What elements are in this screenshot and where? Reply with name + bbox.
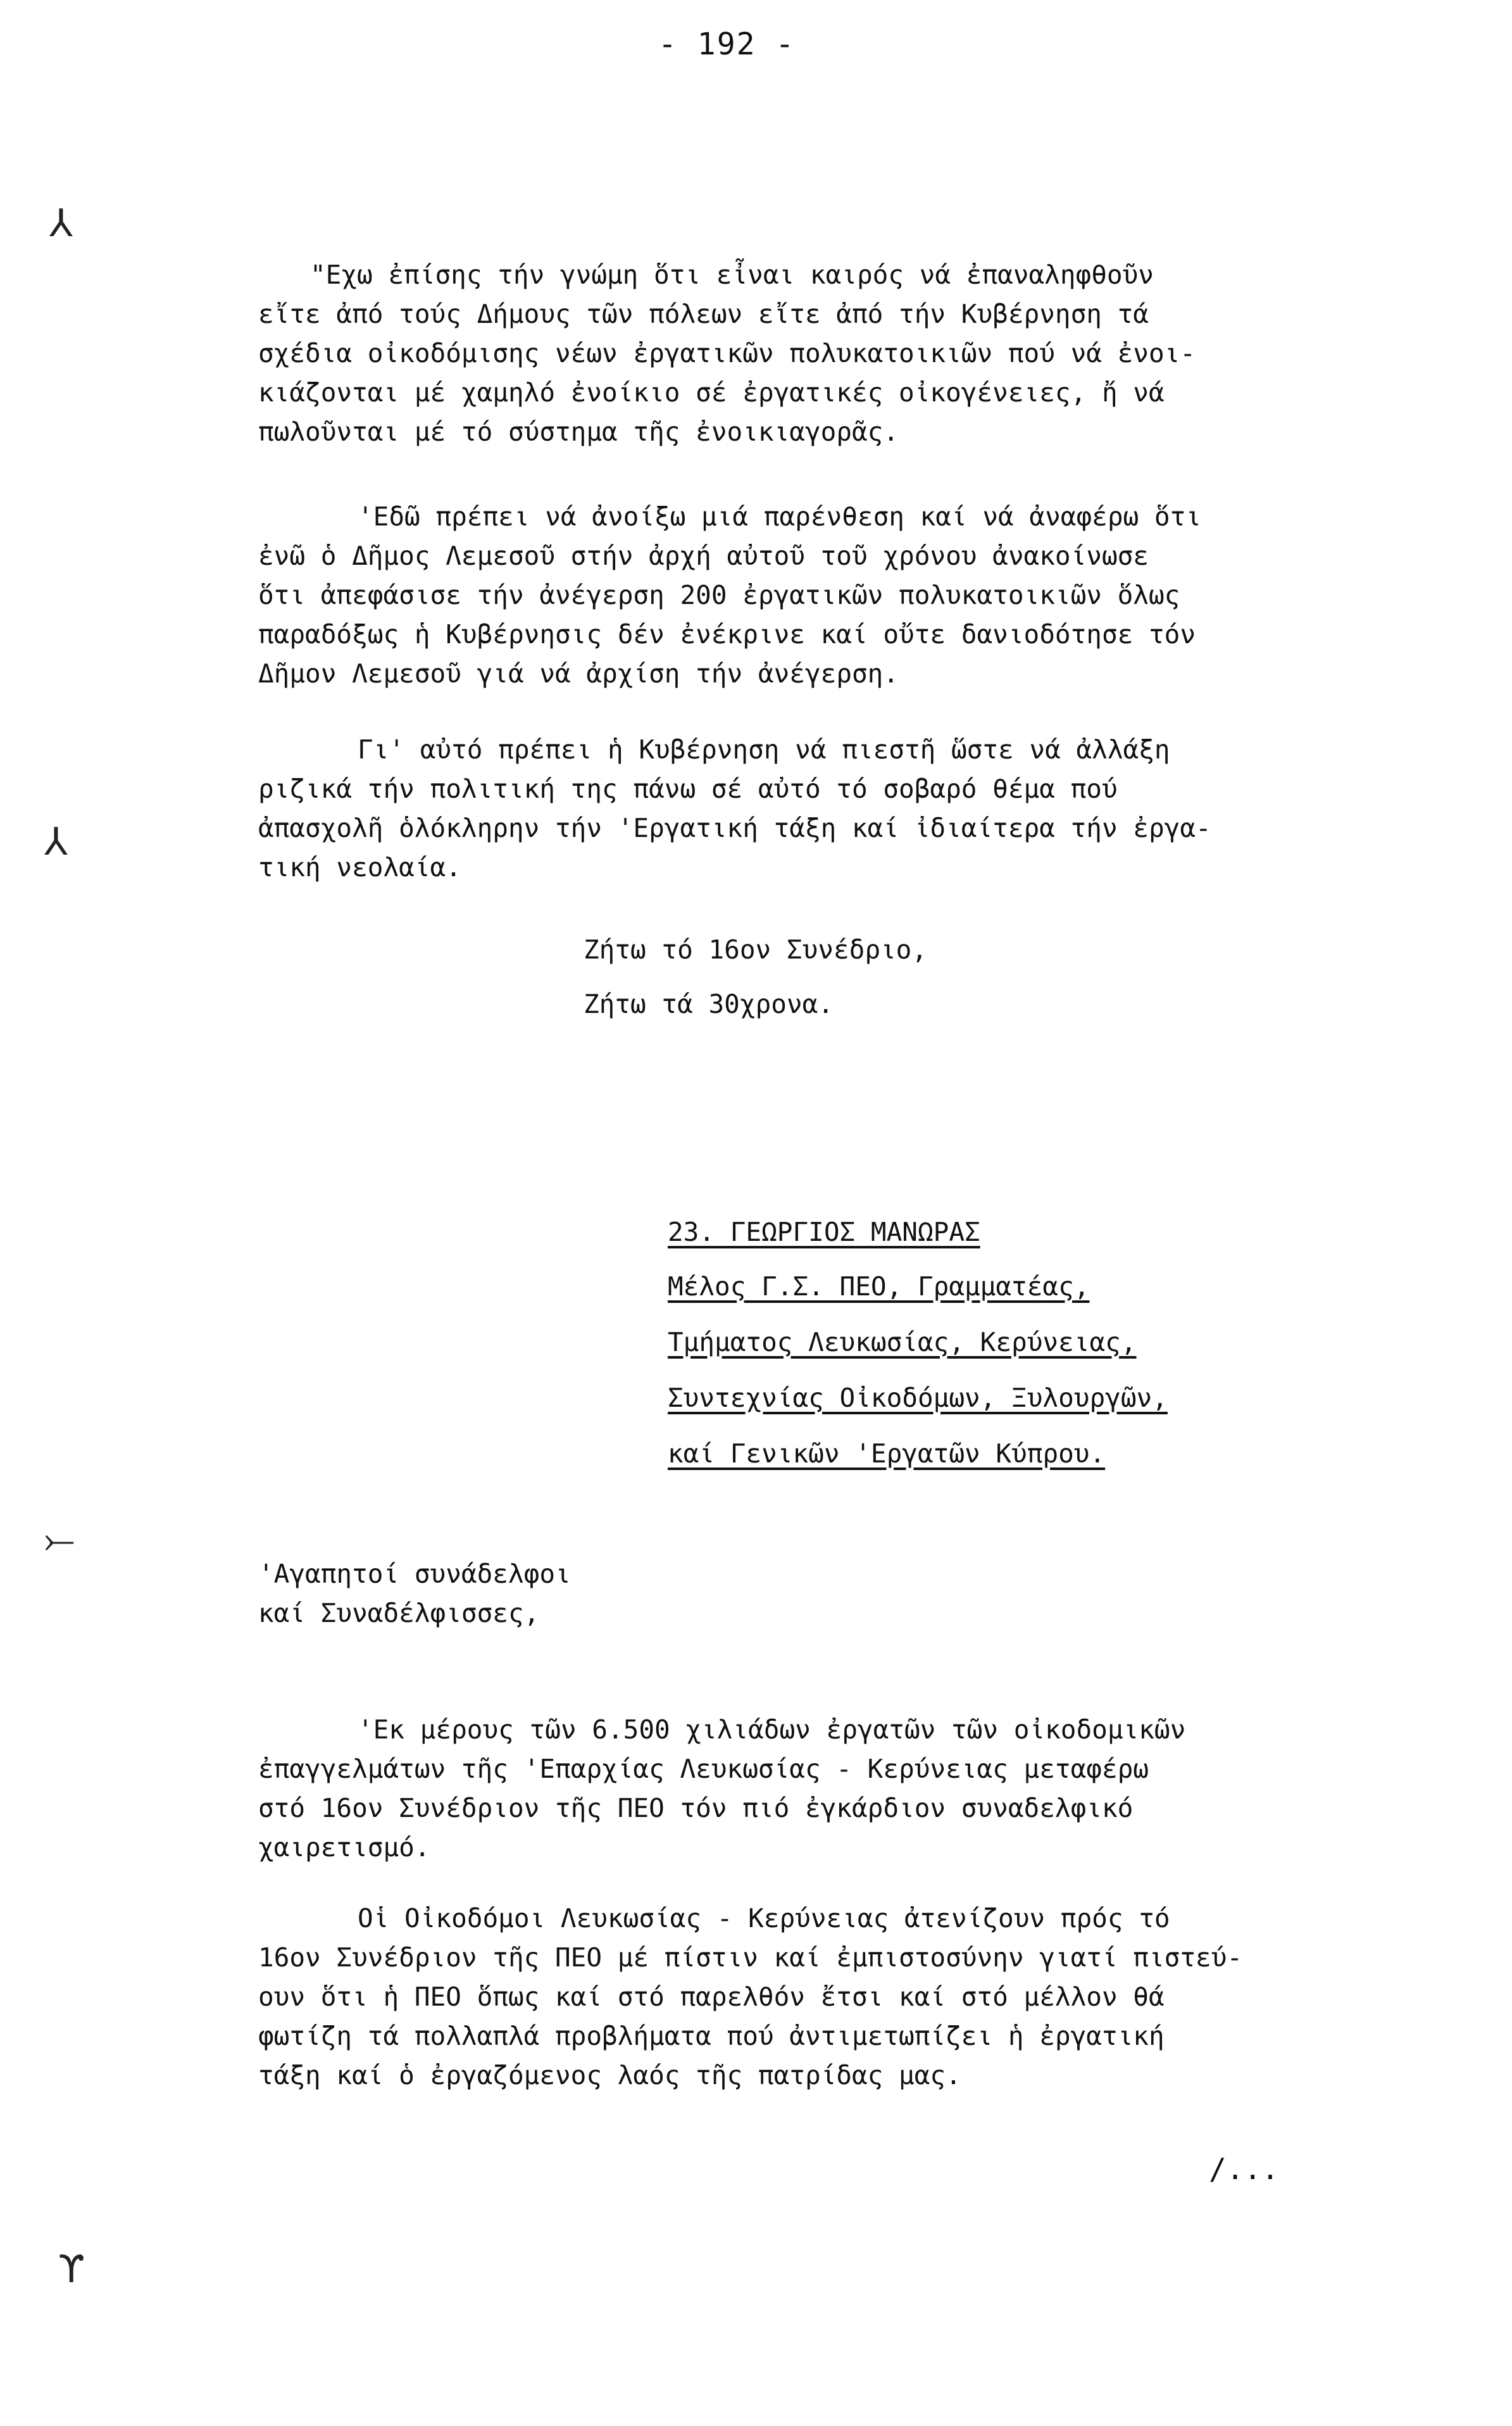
signature-title: Τμήματος Λευκωσίας, Κερύνειας, [668,1327,1137,1357]
text-line: παραδόξως ἡ Κυβέρνησις δέν ἐνέκρινε καί οὔτε δανιοδότησε τόν [258,619,1196,650]
text-line: τική νεολαία. [258,852,461,883]
margin-mark-3: ⤚ [44,1518,75,1562]
text-line: τάξη καί ὁ ἐργαζόμενος λαός τῆς πατρίδας μας. [258,2060,961,2090]
margin-mark-2: ⅄ [44,820,68,864]
signature-title: Συντεχνίας Οἰκοδόμων, Ξυλουργῶν, [668,1383,1168,1413]
slogan-line: Ζήτω τά 30χρονα. [584,989,834,1019]
page-number: - 192 - [658,27,796,62]
margin-mark-4: ϒ [58,2247,85,2292]
text-line: ἀπασχολῆ ὁλόκληρην τήν 'Εργατική τάξη καί ἰδιαίτερα τήν ἐργα- [258,813,1211,843]
text-line: πωλοῦνται μέ τό σύστημα τῆς ἐνοικιαγορᾶς. [258,417,899,447]
greeting-line: καί Συναδέλφισσες, [258,1598,540,1628]
text-line: σχέδια οἰκοδόμισης νέων ἐργατικῶν πολυκατοικιῶν πού νά ἐνοι- [258,338,1196,368]
text-line: 'Εκ μέρους τῶν 6.500 χιλιάδων ἐργατῶν τῶν οἰκοδομικῶν [358,1714,1186,1745]
signature-title: καί Γενικῶν 'Εργατῶν Κύπρου. [668,1438,1106,1469]
signature-title: Μέλος Γ.Σ. ΠΕΟ, Γραμματέας, [668,1271,1090,1302]
text-line: Οἱ Οἰκοδόμοι Λευκωσίας - Κερύνειας ἀτενίζουν πρός τό [358,1903,1170,1933]
text-line: στό 16ον Συνέδριον τῆς ΠΕΟ τόν πιό ἐγκάρδιον συναδελφικό [258,1793,1134,1823]
margin-mark-1: ⅄ [49,201,73,246]
text-line: ουν ὅτι ἡ ΠΕΟ ὅπως καί στό παρελθόν ἔτσι καί στό μέλλον θά [258,1982,1165,2012]
text-line: "Εχω ἐπίσης τήν γνώμη ὅτι εἶναι καιρός νά ἐπαναληφθοῦν [310,260,1154,290]
text-line: ριζικά τήν πολιτική της πάνω σέ αὐτό τό σοβαρό θέμα πού [258,774,1118,804]
continuation-mark: /... [1209,2152,1279,2186]
text-line: φωτίζη τά πολλαπλά προβλήματα πού ἀντιμετωπίζει ἡ ἐργατική [258,2021,1165,2051]
text-line: 16ον Συνέδριον τῆς ΠΕΟ μέ πίστιν καί ἐμπιστοσύνην γιατί πιστεύ- [258,1942,1243,1973]
text-line: ἐνῶ ὁ Δῆμος Λεμεσοῦ στήν ἀρχή αὐτοῦ τοῦ χρόνου ἀνακοίνωσε [258,541,1149,571]
text-line: χαιρετισμό. [258,1832,430,1863]
text-line: εἴτε ἀπό τούς Δήμους τῶν πόλεων εἴτε ἀπό τήν Κυβέρνηση τά [258,299,1149,329]
slogan-line: Ζήτω τό 16ον Συνέδριο, [584,934,928,965]
text-line: ὅτι ἀπεφάσισε τήν ἀνέγερση 200 ἐργατικῶν πολυκατοικιῶν ὅλως [258,580,1180,610]
text-line: Γι' αὐτό πρέπει ἡ Κυβέρνηση νά πιεστῆ ὥστε νά ἀλλάξη [358,734,1170,765]
text-line: κιάζονται μέ χαμηλό ἐνοίκιο σέ ἐργατικές οἰκογένειες, ἤ νά [258,377,1165,408]
text-line: Δῆμον Λεμεσοῦ γιά νά ἀρχίση τήν ἀνέγερση. [258,658,899,689]
text-line: ἐπαγγελμάτων τῆς 'Επαρχίας Λευκωσίας - Κερύνειας μεταφέρω [258,1754,1149,1784]
signature-name: 23. ΓΕΩΡΓΙΟΣ ΜΑΝΩΡΑΣ [668,1217,980,1247]
greeting-line: 'Αγαπητοί συνάδελφοι [258,1559,571,1589]
text-line: 'Εδῶ πρέπει νά ἀνοίξω μιά παρένθεση καί νά ἀναφέρω ὅτι [358,501,1201,532]
